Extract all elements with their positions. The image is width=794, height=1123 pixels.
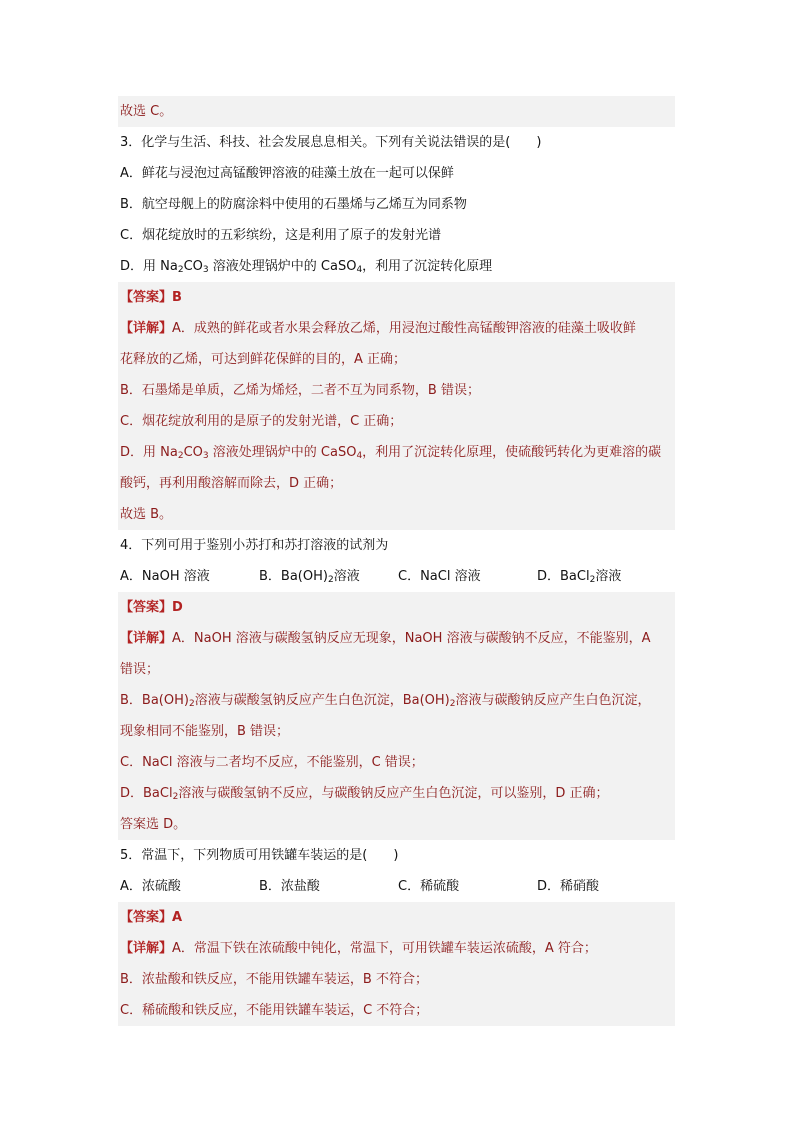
q4-detail-line: D．BaCl$_2$溶液与碳酸氢钠不反应，与碳酸钠反应产生白色沉淀，可以鉴别，D 正确； — [120, 786, 609, 802]
q3-detail-line: D．用 $Na_2CO_3$ 溶液处理锅炉中的 CaSO$_4$，利用了沉淀转化原理，使硫酸钙转化为更难溶的碳 — [120, 445, 662, 461]
q4-option-c: C．NaCl 溶液 — [398, 569, 481, 584]
q3-option-c: C．烟花绽放时的五彩缤纷，这是利用了原子的发射光谱 — [120, 228, 442, 243]
q3-detail-line: 【详解】A．成熟的鲜花或者水果会释放乙烯，用浸泡过酸性高锰酸钾溶液的硅藻土吸收鲜 — [120, 321, 636, 336]
q3-conclusion: 故选 B。 — [120, 507, 173, 522]
q4-answer-block — [118, 592, 675, 840]
content-column — [118, 96, 675, 1026]
q5-option-b: B．浓盐酸 — [259, 879, 320, 894]
q5-answer: 【答案】A — [120, 910, 183, 925]
q5-detail-line: C．稀硫酸和铁反应，不能用铁罐车装运，C 不符合； — [120, 1003, 429, 1018]
q5-stem: 5．常温下，下列物质可用铁罐车装运的是( ) — [120, 848, 399, 863]
q4-conclusion: 答案选 D。 — [120, 817, 187, 832]
q4-option-a: A．NaOH 溶液 — [120, 569, 210, 584]
q5-option-c: C．稀硫酸 — [398, 879, 460, 894]
q5-answer-block — [118, 902, 675, 1026]
q4-detail-line: 现象相同不能鉴别，B 错误； — [120, 724, 290, 739]
q3-answer-block — [118, 282, 675, 530]
q3-option-d: D．用 $Na_2CO_3$ 溶液处理锅炉中的 CaSO$_4$，利用了沉淀转化原理 — [120, 259, 493, 275]
q5-option-a: A．浓硫酸 — [120, 879, 181, 894]
q4-option-b: B．Ba(OH)2溶液 — [259, 569, 360, 585]
q3-detail-line: B．石墨烯是单质，乙烯为烯烃，二者不互为同系物，B 错误； — [120, 383, 480, 398]
q4-options — [118, 561, 675, 592]
q3-option-a: A．鲜花与浸泡过高锰酸钾溶液的硅藻土放在一起可以保鲜 — [120, 166, 454, 181]
q3-answer: 【答案】B — [120, 290, 182, 305]
q3-detail-line: 酸钙，再利用酸溶解而除去，D 正确； — [120, 476, 343, 491]
q4-detail-line: 错误； — [120, 662, 160, 677]
q3-detail-line: C．烟花绽放利用的是原子的发射光谱，C 正确； — [120, 414, 403, 429]
q5-detail-line: B．浓盐酸和铁反应，不能用铁罐车装运，B 不符合； — [120, 972, 428, 987]
q5-detail-line: 【详解】A．常温下铁在浓硫酸中钝化，常温下，可用铁罐车装运浓硫酸，A 符合； — [120, 941, 597, 956]
q5-options — [118, 871, 675, 902]
q4-option-d: D．BaCl2溶液 — [537, 569, 622, 585]
q4-detail-line: C．NaCl 溶液与二者均不反应，不能鉴别，C 错误； — [120, 755, 424, 770]
q5-option-d: D．稀硝酸 — [537, 879, 600, 894]
previous-conclusion: 故选 C。 — [118, 96, 675, 127]
q4-detail-line: 【详解】A．NaOH 溶液与碳酸氢钠反应无现象，NaOH 溶液与碳酸钠不反应，不能鉴别，A — [120, 631, 651, 646]
q3-stem: 3．化学与生活、科技、社会发展息息相关。下列有关说法错误的是( ) — [120, 135, 542, 150]
q4-detail-line: B．$Ba(OH)_2$溶液与碳酸氢钠反应产生白色沉淀，$Ba(OH)_2$溶液与碳酸钠反应产生白色沉淀， — [120, 693, 651, 709]
q4-stem: 4．下列可用于鉴别小苏打和苏打溶液的试剂为 — [120, 538, 389, 553]
q4-answer: 【答案】D — [120, 600, 183, 615]
q3-detail-line: 花释放的乙烯，可达到鲜花保鲜的目的，A 正确； — [120, 352, 407, 367]
q3-option-b: B．航空母舰上的防腐涂料中使用的石墨烯与乙烯互为同系物 — [120, 197, 467, 212]
